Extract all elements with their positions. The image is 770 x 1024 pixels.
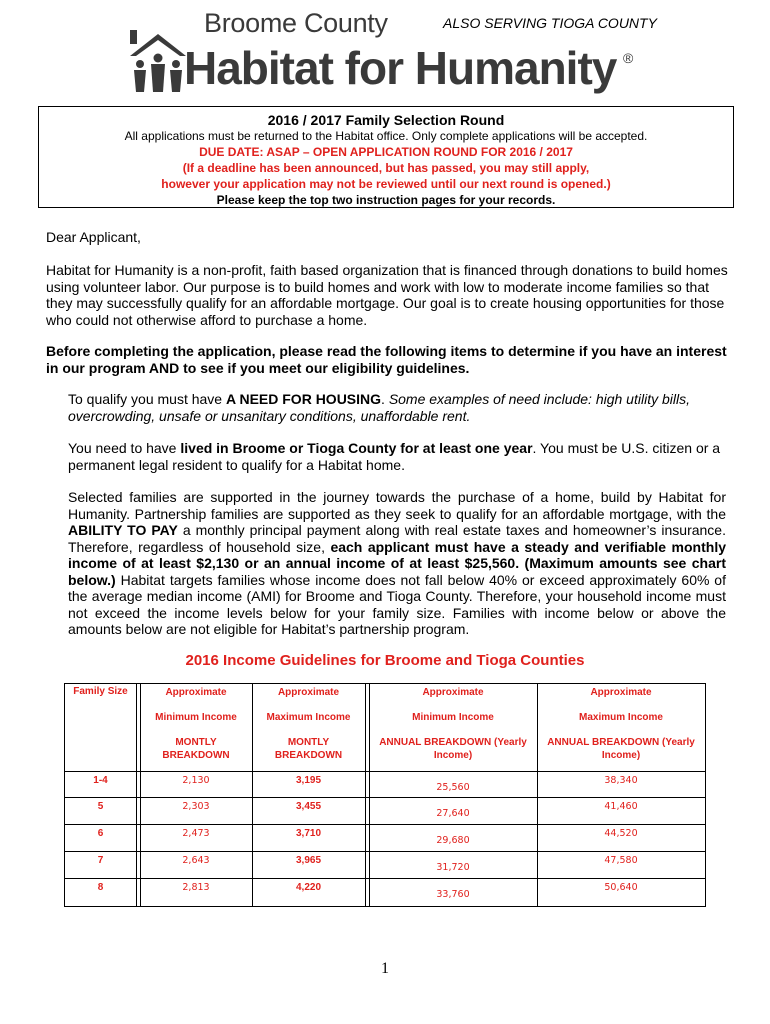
min-annual-cell: 29,680	[436, 835, 470, 846]
residence-pre: You need to have	[68, 440, 181, 456]
header-monthly-1: MONTLY	[175, 737, 217, 748]
min-monthly-cell: 2,130	[182, 775, 210, 786]
header-approx-max-monthly: Approximate	[277, 687, 340, 698]
header-max-income-monthly: Maximum Income	[266, 712, 351, 723]
min-annual-cell: 33,760	[436, 889, 470, 900]
max-annual-cell: 47,580	[604, 855, 638, 866]
max-annual-cell: 41,460	[604, 801, 638, 812]
family-size-cell: 7	[97, 855, 104, 866]
keep-pages-note: Please keep the top two instruction pages for your records.	[216, 193, 556, 207]
header-annual-1: ANNUAL BREAKDOWN (Yearly	[379, 737, 527, 748]
max-monthly-cell: 3,965	[295, 855, 322, 866]
min-annual-cell: 27,640	[436, 808, 470, 819]
ability-to-pay: ABILITY TO PAY	[68, 522, 178, 538]
selected-p2: a monthly principal payment along with real estate taxes and homeowner’s insurance. Therefore, regardless of household size,	[68, 522, 726, 555]
selection-round-title: 2016 / 2017 Family Selection Round	[267, 112, 505, 128]
max-monthly-cell: 3,455	[295, 801, 322, 812]
header-annual-2: Income)	[433, 750, 473, 761]
registered-mark: ®	[623, 50, 634, 66]
minimum-income-requirement: each applicant must have a steady and verifiable monthly income of at least $2,130 or an annual income of at least $25,560. (Maximum amounts see chart below.)	[68, 538, 726, 588]
family-size-cell: 8	[97, 882, 104, 893]
family-size-cell: 5	[97, 801, 104, 812]
residence-paragraph	[68, 440, 728, 473]
selected-p1: Selected families are supported in the journey towards the purchase of a home, build by Habitat for Humanity. Partnership families are supported as they seek to qualify for an affordable mortgage, with the	[68, 489, 726, 522]
header-approx-min-annual: Approximate	[422, 687, 484, 698]
need-pre: To qualify you must have	[68, 391, 226, 407]
min-annual-cell: 31,720	[436, 862, 470, 873]
salutation: Dear Applicant,	[46, 229, 141, 245]
residence-post: . You must be U.S. citizen or a permanent legal resident to qualify for a Habitat home.	[68, 440, 721, 473]
max-annual-cell: 38,340	[604, 775, 638, 786]
deadline-note-2: however your application may not be reviewed until our next round is opened.)	[161, 177, 611, 191]
notice-box	[38, 106, 734, 208]
page-number: 1	[381, 960, 389, 977]
header-approx-min-monthly: Approximate	[165, 687, 227, 698]
also-serving-label: ALSO SERVING TIOGA COUNTY	[443, 15, 657, 31]
need-mid: .	[381, 391, 389, 407]
header-annual-max-2: Income)	[601, 750, 641, 761]
deadline-note-1: (If a deadline has been announced, but has passed, you may still apply,	[182, 161, 590, 175]
max-monthly-cell: 3,710	[295, 828, 322, 839]
header-min-income-annual: Minimum Income	[412, 712, 494, 723]
header-max-income-annual: Maximum Income	[579, 712, 663, 723]
selected-p3: Habitat targets families whose income does not fall below 40% or exceed approximately 60% of the average median income (AMI) for Broome and Tioga County. Therefore, your household income must not exceed the income levels below for your family size. Families with income below or above the amounts below are not eligible for Habitat’s partnership program.	[68, 571, 726, 637]
max-annual-cell: 44,520	[604, 828, 638, 839]
header-annual-max-1: ANNUAL BREAKDOWN (Yearly	[547, 737, 695, 748]
min-annual-cell: 25,560	[436, 782, 470, 793]
header-min-income-monthly: Minimum Income	[155, 712, 237, 723]
org-name: Habitat for Humanity	[184, 42, 617, 94]
selected-families-paragraph	[68, 489, 726, 638]
max-monthly-cell: 3,195	[295, 775, 322, 786]
family-size-cell: 6	[97, 828, 104, 839]
header-monthly-max-2: BREAKDOWN	[274, 750, 343, 761]
header-approx-max-annual: Approximate	[590, 687, 652, 698]
need-examples: Some examples of need include: high utility bills, overcrowding, unsafe or unsanitary conditions, unaffordable rent.	[68, 391, 690, 424]
min-monthly-cell: 2,303	[182, 801, 210, 812]
header-monthly-max-1: MONTLY	[287, 737, 330, 748]
min-monthly-cell: 2,473	[182, 828, 210, 839]
max-annual-cell: 50,640	[604, 882, 638, 893]
intro-paragraph: Habitat for Humanity is a non-profit, faith based organization that is financed through donations to build homes using volunteer labor. Our purpose is to build homes and work with low to moderate income families so that they may successfully qualify for an affordable mortgage. Our goal is to create housing opportunities for those who could not otherwise afford to purchase a home.	[46, 262, 728, 328]
header-family-size: Family Size	[73, 686, 128, 697]
need-paragraph	[68, 391, 718, 424]
min-monthly-cell: 2,813	[182, 882, 210, 893]
habitat-logo-icon	[126, 22, 190, 92]
income-guidelines-table	[64, 683, 706, 907]
need-bold: A NEED FOR HOUSING	[225, 391, 382, 407]
residence-bold: lived in Broome or Tioga County for at least one year	[180, 440, 533, 456]
return-instructions: All applications must be returned to the Habitat office. Only complete applications will be accepted.	[124, 129, 648, 143]
eligibility-instructions: Before completing the application, please read the following items to determine if you have an interest in our program AND to see if you meet our eligibility guidelines.	[46, 343, 727, 376]
max-monthly-cell: 4,220	[295, 882, 322, 893]
org-county-name: Broome County	[204, 8, 388, 38]
due-date: DUE DATE: ASAP – OPEN APPLICATION ROUND FOR 2016 / 2017	[199, 145, 573, 159]
min-monthly-cell: 2,643	[182, 855, 210, 866]
family-size-cell: 1-4	[93, 775, 108, 786]
header-monthly-2: BREAKDOWN	[162, 750, 230, 761]
income-guidelines-title: 2016 Income Guidelines for Broome and Tioga Counties	[185, 652, 585, 669]
